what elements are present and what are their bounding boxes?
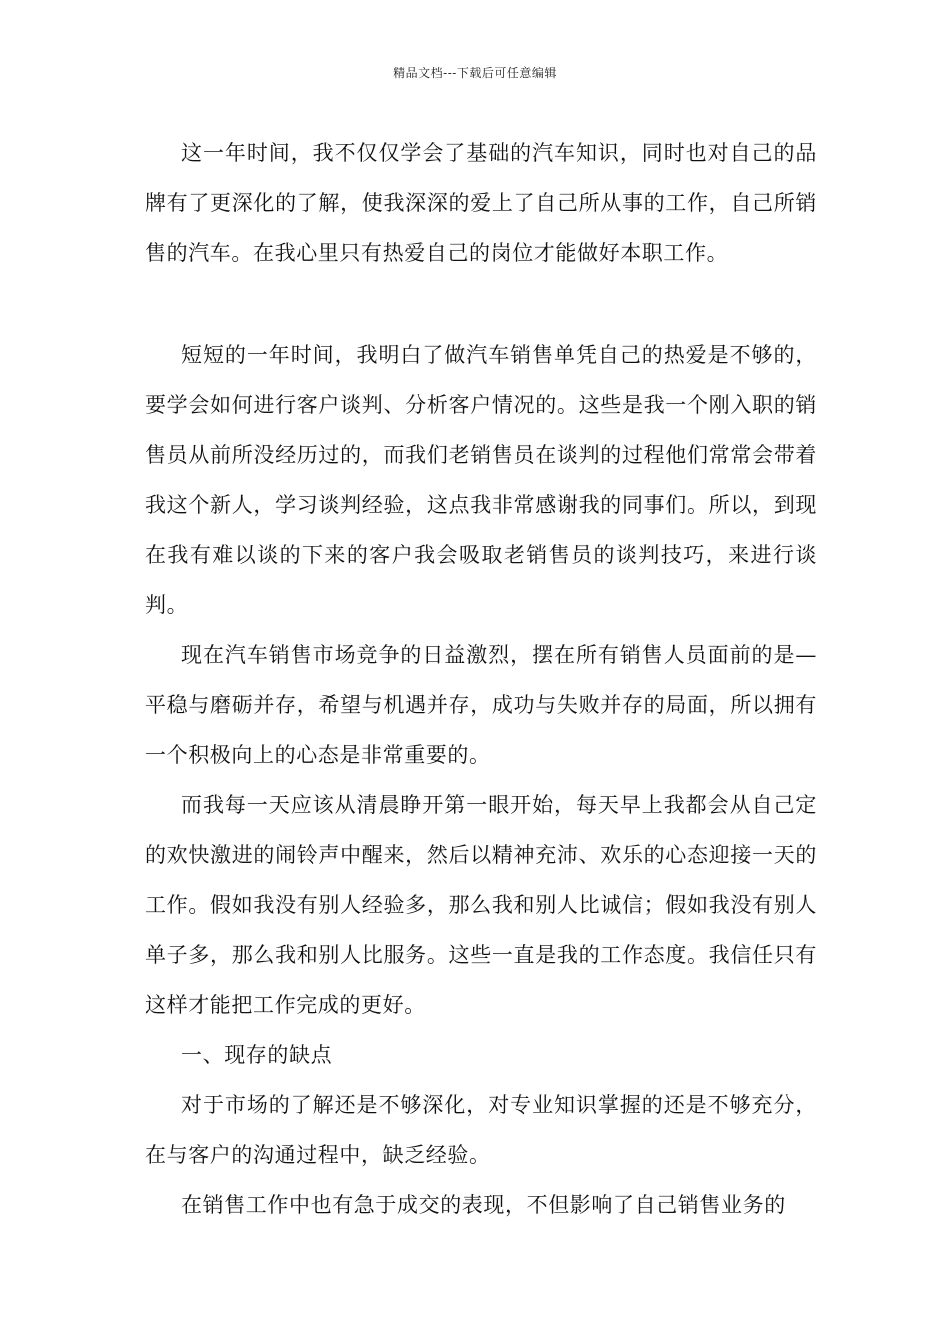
section-heading: 一、现存的缺点	[181, 1043, 333, 1067]
paragraph-6: 在销售工作中也有急于成交的表现，不但影响了自己销售业务的	[181, 1193, 786, 1217]
paragraph-1: 这一年时间，我不仅仅学会了基础的汽车知识，同时也对自己的品牌有了更深化的了解，使我深深的爱上了自己所从事的工作，自己所销售的汽车。在我心里只有热爱自己的岗位才能做好本职工作。	[145, 141, 817, 265]
document-body	[145, 128, 817, 1230]
paragraph-3: 现在汽车销售市场竞争的日益激烈，摆在所有销售人员面前的是—平稳与磨砺并存，希望与机遇并存，成功与失败并存的局面，所以拥有一个积极向上的心态是非常重要的。	[145, 643, 817, 767]
paragraph-4: 而我每一天应该从清晨睁开第一眼开始，每天早上我都会从自己定的欢快激进的闹铃声中醒来，然后以精神充沛、欢乐的心态迎接一天的工作。假如我没有别人经验多，那么我和别人比诚信；假如我没有别人单子多，那么我和别人比服务。这些一直是我的工作态度。我信任只有这样才能把工作完成的更好。	[145, 793, 817, 1017]
paragraph-2: 短短的一年时间，我明白了做汽车销售单凭自己的热爱是不够的，要学会如何进行客户谈判、分析客户情况的。这些是我一个刚入职的销售员从前所没经历过的，而我们老销售员在谈判的过程他们常常会带着我这个新人，学习谈判经验，这点我非常感谢我的同事们。所以，到现在我有难以谈的下来的客户我会吸取老销售员的谈判技巧，来进行谈判。	[145, 343, 817, 617]
paragraph-5: 对于市场的了解还是不够深化，对专业知识掌握的还是不够充分，在与客户的沟通过程中，缺乏经验。	[145, 1093, 817, 1167]
paragraph-spacer	[145, 278, 817, 330]
page-header: 精品文档---下载后可任意编辑	[393, 66, 557, 80]
